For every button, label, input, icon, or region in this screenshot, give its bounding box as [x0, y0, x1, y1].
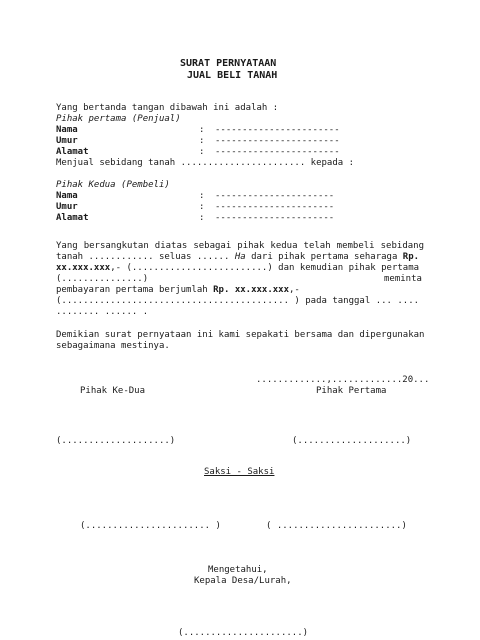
- buyer-age-value: ----------------------: [215, 202, 335, 212]
- closing-line-2: sebagaimana mestinya.: [56, 341, 170, 351]
- body-line-1: Yang bersangkutan diatas sebagai pihak kedua telah membeli sebidang: [56, 241, 424, 251]
- closing-line-1: Demikian surat pernyataan ini kami sepakati bersama dan dipergunakan: [56, 330, 425, 340]
- seller-age-label: Umur: [56, 136, 78, 146]
- seller-age-value: -----------------------: [215, 136, 340, 146]
- witness-blank-left: (....................... ): [80, 521, 221, 531]
- signature-label-left: Pihak Ke-Dua: [80, 386, 146, 396]
- sell-line: Menjual sebidang tanah ....................... kepada :: [56, 158, 355, 168]
- buyer-age-label: Umur: [56, 202, 78, 212]
- buyer-heading: Pihak Kedua (Pembeli): [56, 180, 170, 190]
- body-line-4-b: meminta: [384, 274, 422, 284]
- seller-address-value: -----------------------: [215, 147, 340, 157]
- intro-text: Yang bertanda tangan dibawah ini adalah :: [56, 103, 279, 113]
- signature-label-right: Pihak Pertama: [316, 386, 387, 396]
- body-line-6: (.......................................... ) pada tanggal ... ....: [56, 296, 420, 306]
- body-line-3: xx.xxx.xxx,- (.........................) dan kemudian pihak pertama: [56, 263, 420, 273]
- seller-name-label: Nama: [56, 125, 78, 135]
- signature-blank-right: (....................): [292, 436, 412, 446]
- buyer-name-label: Nama: [56, 191, 78, 201]
- buyer-address-label: Alamat: [56, 213, 89, 223]
- buyer-name-colon: :: [199, 191, 205, 201]
- buyer-name-value: ----------------------: [215, 191, 335, 201]
- document-title-line-1: SURAT PERNYATAAN: [180, 58, 277, 69]
- body-line-7: ........ ...... .: [56, 307, 149, 317]
- body-line-5: pembayaran pertama berjumlah Rp. xx.xxx.xxx,-: [56, 285, 300, 295]
- seller-name-colon: :: [199, 125, 205, 135]
- seller-name-value: -----------------------: [215, 125, 340, 135]
- acknowledgement-line-1: Mengetahui,: [208, 565, 268, 575]
- seller-age-colon: :: [199, 136, 205, 146]
- body-line-4-a: (...............): [56, 274, 149, 284]
- acknowledgement-line-2: Kepala Desa/Lurah,: [194, 576, 292, 586]
- witness-blank-right: ( .......................): [266, 521, 407, 531]
- body-line-2: tanah ............ seluas ...... Ha dari pihak pertama seharaga Rp.: [56, 252, 420, 262]
- seller-heading: Pihak pertama (Penjual): [56, 114, 181, 124]
- buyer-address-colon: :: [199, 213, 205, 223]
- acknowledgement-blank: (......................): [178, 628, 309, 638]
- buyer-address-value: ----------------------: [215, 213, 335, 223]
- seller-address-label: Alamat: [56, 147, 89, 157]
- date-line: .............,.............20...: [256, 375, 430, 385]
- witnesses-heading: Saksi - Saksi: [204, 467, 275, 477]
- buyer-age-colon: :: [199, 202, 205, 212]
- document-title-line-2: JUAL BELI TANAH: [187, 70, 278, 81]
- seller-address-colon: :: [199, 147, 205, 157]
- signature-blank-left: (....................): [56, 436, 176, 446]
